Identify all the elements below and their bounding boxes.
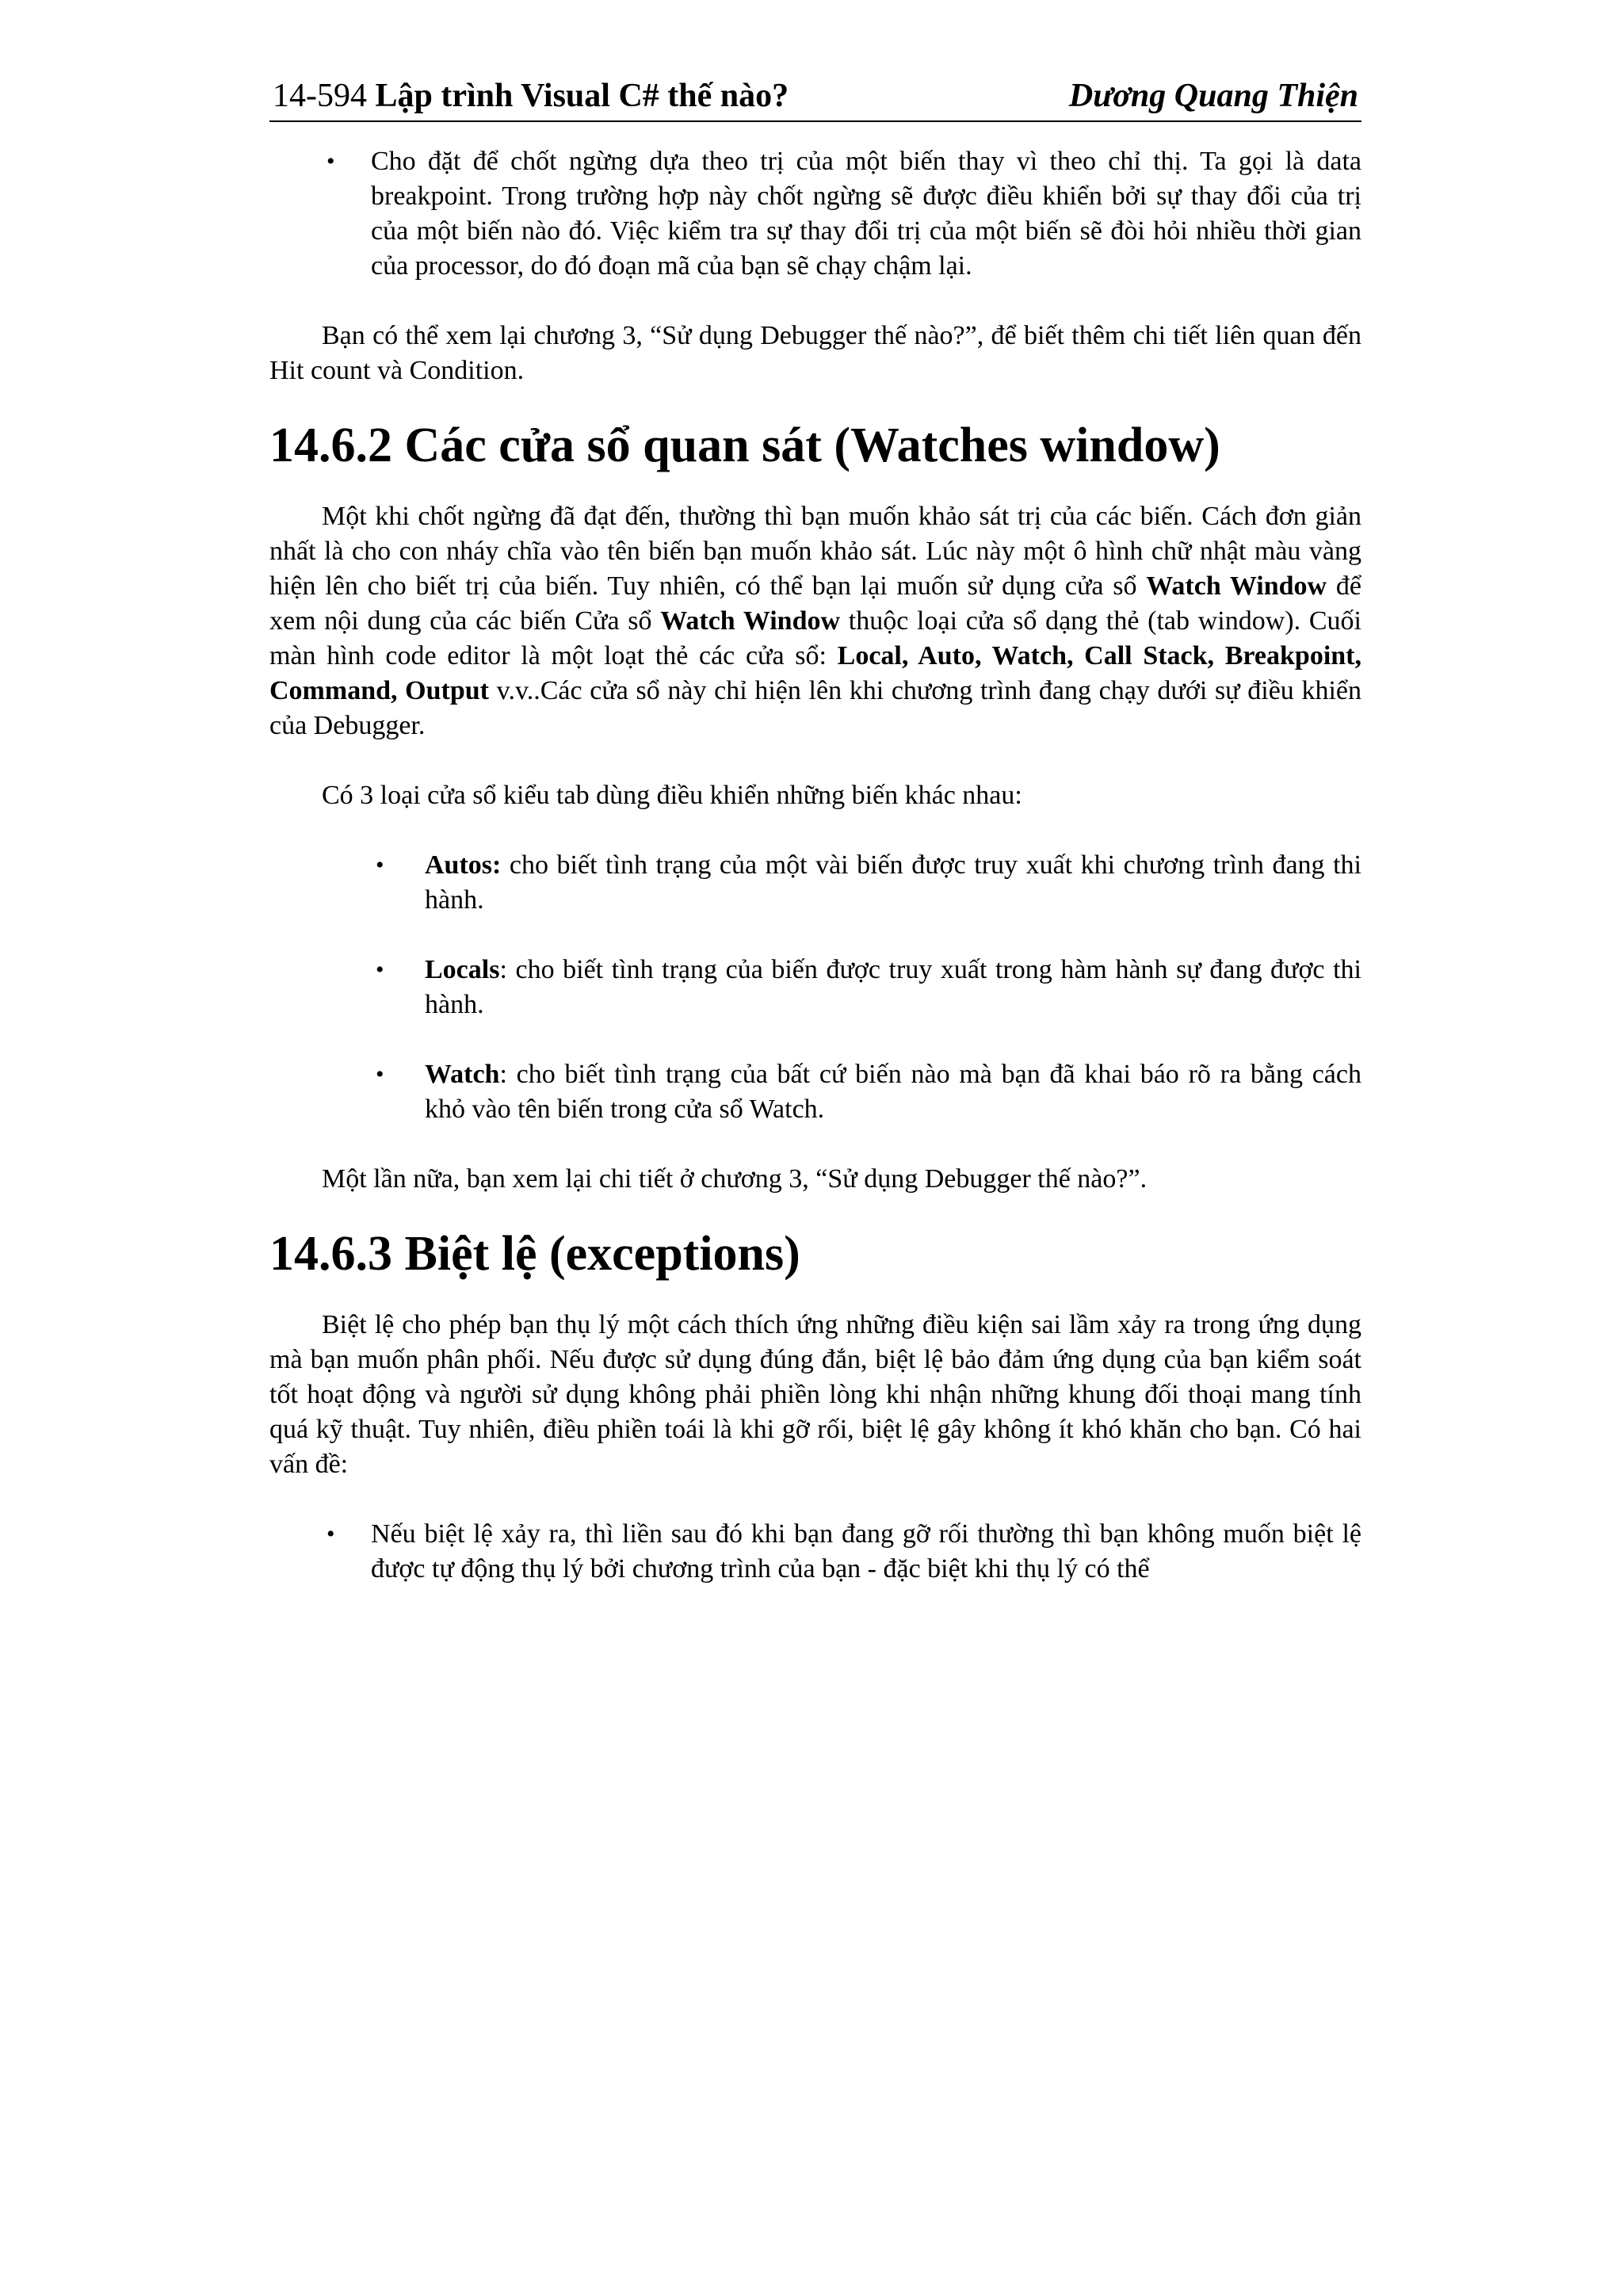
exceptions-list	[269, 1517, 1361, 1587]
author-name: Dương Quang Thiện	[1068, 78, 1358, 114]
text-run: Một khi chốt ngừng đã đạt đến, thường thì bạn muốn khảo sát trị của các biến. Cách đơn giản nhất là cho con nháy chĩa vào tên biến bạn muốn khảo sát. Lúc này một ô hình chữ nhật màu vàng hiện lên cho biết trị của biến. Tuy nhiên, có thể bạn lại muốn sử dụng cửa sổ	[269, 502, 1361, 601]
term-locals: Locals	[425, 955, 500, 984]
term-autos: Autos:	[425, 850, 502, 880]
paragraph-review-chapter3: Một lần nữa, bạn xem lại chi tiết ở chương 3, “Sử dụng Debugger thế nào?”.	[322, 1164, 1148, 1194]
list-item-watch	[269, 1057, 1361, 1127]
term-description: : cho biết tình trạng của biến được truy xuất trong hàm hành sự đang được thi hành.	[425, 955, 1361, 1019]
section-heading-exceptions: 14.6.3 Biệt lệ (exceptions)	[269, 1227, 800, 1281]
list-item-autos	[269, 848, 1361, 918]
paragraph-chapter3-reference: Bạn có thể xem lại chương 3, “Sử dụng Debugger thế nào?”, để biết thêm chi tiết liên quan đến Hit count và Condition.	[269, 321, 1361, 385]
section-heading-watches-window: 14.6.2 Các cửa sổ quan sát (Watches window)	[269, 418, 1220, 472]
list-item-text: Nếu biệt lệ xảy ra, thì liền sau đó khi bạn đang gỡ rối thường thì bạn không muốn biệt lệ được tự động thụ lý bởi chương trình của bạn - đặc biệt khi thụ lý có thể	[371, 1519, 1361, 1584]
list-item-locals	[269, 953, 1361, 1022]
page-content	[269, 144, 1361, 1587]
bullet-icon: •	[327, 1521, 335, 1547]
document-page	[269, 71, 1361, 1587]
paragraph-watches-window	[269, 499, 1361, 743]
list-item-exception-debugging	[269, 1517, 1361, 1587]
bold-term-watch-window: Watch Window	[660, 606, 841, 636]
paragraph-three-window-types: Có 3 loại cửa sổ kiểu tab dùng điều khiển những biến khác nhau:	[322, 781, 1022, 810]
header-left	[273, 71, 789, 120]
data-breakpoint-list	[269, 144, 1361, 284]
bullet-icon: •	[376, 1061, 384, 1087]
bullet-icon: •	[376, 852, 384, 878]
window-types-list	[269, 848, 1361, 1127]
bold-term-watch-window: Watch Window	[1146, 571, 1327, 601]
book-title: Lập trình Visual C# thế nào?	[375, 78, 789, 114]
term-description: : cho biết tình trạng của bất cứ biến nào mà bạn đã khai báo rõ ra bằng cách khỏ vào tên biến trong cửa sổ Watch.	[425, 1060, 1361, 1124]
page-reference: 14-594	[273, 78, 367, 114]
bullet-icon: •	[376, 957, 384, 983]
text-run: thuộc loại cửa sổ dạng thẻ (tab window). Cuối màn hình code editor là một loạt thẻ các cửa sổ:	[269, 606, 1361, 670]
term-watch: Watch	[425, 1060, 500, 1089]
text-run: để xem nội dung của các biến Cửa sổ	[269, 571, 1361, 636]
list-item-text: Cho đặt để chốt ngừng dựa theo trị của một biến thay vì theo chỉ thị. Ta gọi là data breakpoint. Trong trường hợp này chốt ngừng sẽ được điều khiển bởi sự thay đổi của trị của một biến nào đó. Việc kiểm tra sự thay đổi trị của một biến sẽ đòi hỏi nhiều thời gian của processor, do đó đoạn mã của bạn sẽ chạy chậm lại.	[371, 147, 1361, 281]
term-description: cho biết tình trạng của một vài biến được truy xuất khi chương trình đang thi hành.	[425, 850, 1361, 915]
bold-term-window-list: Local, Auto, Watch, Call Stack, Breakpoint, Command, Output	[269, 641, 1361, 705]
running-header	[269, 71, 1361, 122]
text-run: v.v..Các cửa sổ này chỉ hiện lên khi chương trình đang chạy dưới sự điều khiển của Debugger.	[269, 676, 1361, 740]
bullet-icon: •	[327, 148, 335, 174]
paragraph-exceptions: Biệt lệ cho phép bạn thụ lý một cách thích ứng những điều kiện sai lầm xảy ra trong ứng dụng mà bạn muốn phân phối. Nếu được sử dụng đúng đắn, biệt lệ bảo đảm ứng dụng của bạn kiểm soát tốt hoạt động và người sử dụng không phải phiền lòng khi nhận những khung đối thoại mang tính quá kỹ thuật. Tuy nhiên, điều phiền toái là khi gỡ rối, biệt lệ gây không ít khó khăn cho bạn. Có hai vấn đề:	[269, 1310, 1361, 1479]
list-item-data-breakpoint	[269, 144, 1361, 284]
